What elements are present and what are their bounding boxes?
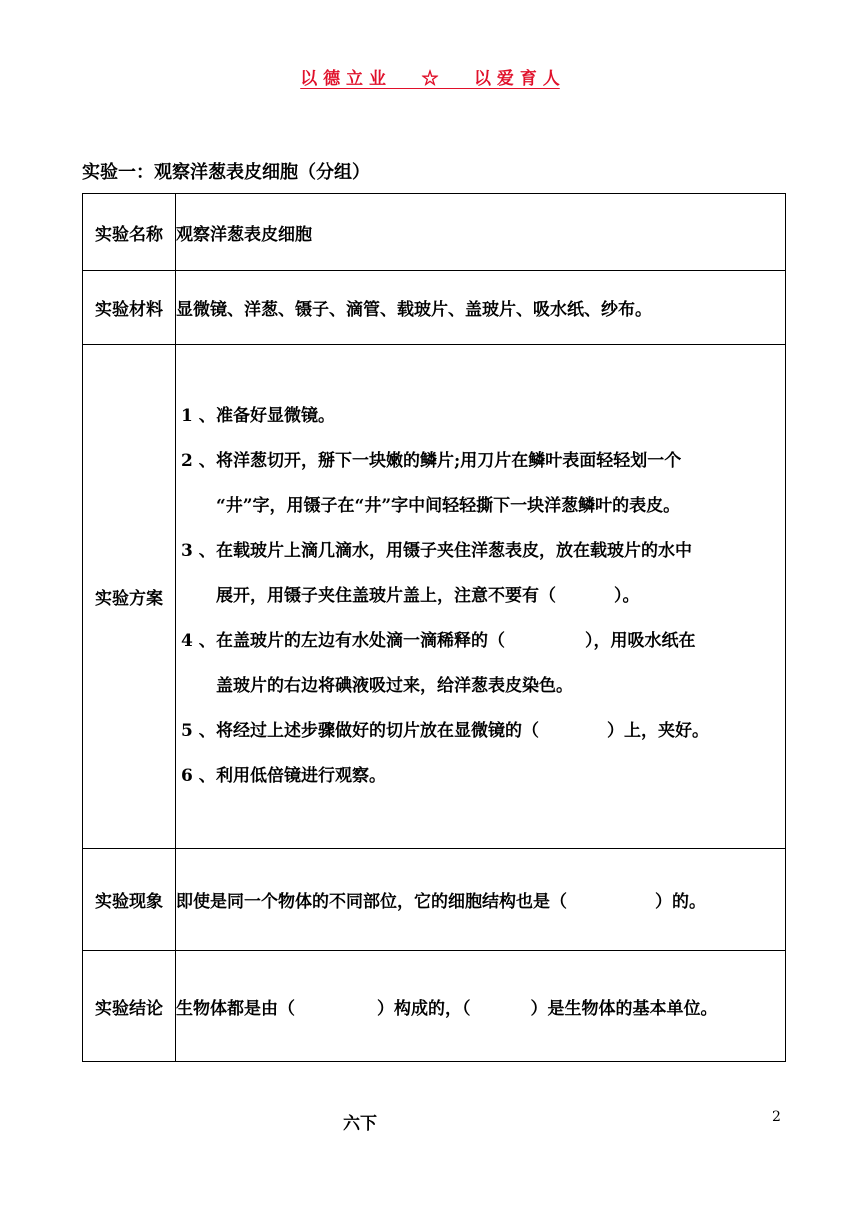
- step-5: 5 、将经过上述步骤做好的切片放在显微镜的（ ）上，夹好。: [181, 721, 709, 741]
- header-motto: [0, 64, 860, 89]
- step-4-cont: 盖玻片的右边将碘液吸过来，给洋葱表皮染色。: [216, 676, 573, 696]
- step-3: 3 、在载玻片上滴几滴水，用镊子夹住洋葱表皮，放在载玻片的水中: [181, 541, 692, 561]
- step-1: 1 、准备好显微镜。: [181, 406, 335, 426]
- row-value: 观察洋葱表皮细胞: [176, 194, 786, 271]
- step-2: 2 、将洋葱切开，掰下一块嫩的鳞片;用刀片在鳞叶表面轻轻划一个: [181, 451, 682, 471]
- row-value: 显微镜、洋葱、镊子、滴管、载玻片、盖玻片、吸水纸、纱布。: [176, 271, 786, 345]
- row-value: 生物体都是由（ ）构成的，（ ）是生物体的基本单位。: [176, 951, 786, 1062]
- row-label: 实验材料: [83, 271, 176, 345]
- row-label: 实验方案: [83, 345, 176, 849]
- table-row-phenomenon: [83, 849, 786, 951]
- table-row-conclusion: [83, 951, 786, 1062]
- experiment-table: [82, 193, 786, 1062]
- row-value: 即使是同一个物体的不同部位，它的细胞结构也是（ ）的。: [176, 849, 786, 951]
- star-icon: ☆: [421, 69, 439, 89]
- motto-left: 以 德 立 业: [300, 69, 386, 89]
- step-4: 4 、在盖玻片的左边有水处滴一滴稀释的（ ），用吸水纸在: [181, 631, 696, 651]
- row-label: 实验名称: [83, 194, 176, 271]
- row-label: 实验结论: [83, 951, 176, 1062]
- step-2-cont: “井”字，用镊子在“井”字中间轻轻撕下一块洋葱鳞叶的表皮。: [216, 496, 681, 516]
- plan-steps: [176, 345, 786, 849]
- table-row-materials: [83, 271, 786, 345]
- footer-grade: 六下: [343, 1114, 377, 1134]
- section-title: 实验一：观察洋葱表皮细胞（分组）: [82, 162, 370, 183]
- table-row-plan: [83, 345, 786, 849]
- table-row-name: [83, 194, 786, 271]
- row-label: 实验现象: [83, 849, 176, 951]
- page-number: 2: [772, 1109, 781, 1125]
- motto-right: 以 爱 育 人: [474, 69, 560, 89]
- step-3-cont: 展开，用镊子夹住盖玻片盖上，注意不要有（ ）。: [216, 586, 640, 606]
- step-6: 6 、利用低倍镜进行观察。: [181, 766, 386, 786]
